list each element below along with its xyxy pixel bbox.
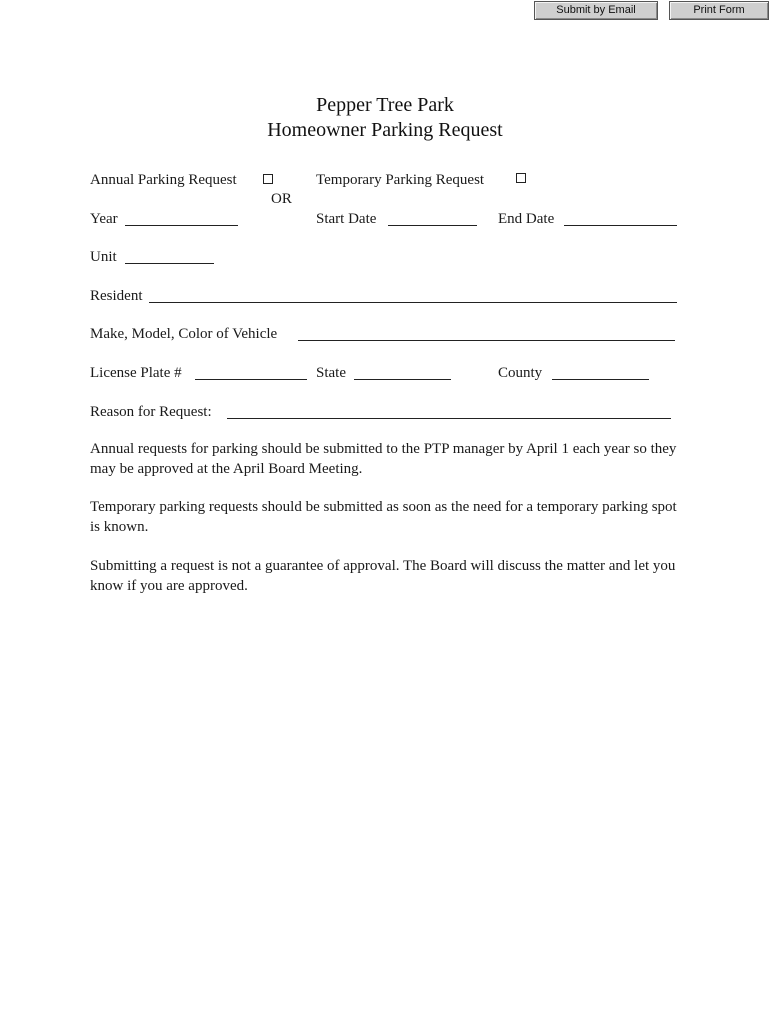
vehicle-label: Make, Model, Color of Vehicle: [90, 326, 278, 342]
year-field[interactable]: [125, 225, 238, 226]
annual-requests-note: Annual requests for parking should be submitted to the PTP manager by April 1 each year so they may be approved at the April Board Meeting.: [90, 441, 677, 477]
unit-field[interactable]: [125, 263, 214, 264]
temporary-request-checkbox[interactable]: [516, 173, 526, 183]
or-label: OR: [271, 191, 292, 207]
start-date-label: Start Date: [316, 211, 377, 227]
temporary-requests-note: Temporary parking requests should be submitted as soon as the need for a temporary parking spot is known.: [90, 499, 677, 535]
approval-note: Submitting a request is not a guarantee of approval. The Board will discuss the matter and let you know if you are approved.: [90, 558, 676, 594]
annual-request-label: Annual Parking Request: [90, 172, 237, 188]
start-date-field[interactable]: [388, 225, 477, 226]
form-subtitle: Homeowner Parking Request: [267, 119, 503, 141]
end-date-field[interactable]: [564, 225, 677, 226]
year-label: Year: [90, 211, 118, 227]
resident-field[interactable]: [149, 302, 677, 303]
end-date-label: End Date: [498, 211, 555, 227]
county-field[interactable]: [552, 379, 649, 380]
unit-label: Unit: [90, 249, 117, 265]
temporary-request-label: Temporary Parking Request: [316, 172, 485, 188]
submit-by-email-button[interactable]: Submit by Email: [534, 1, 658, 20]
annual-request-checkbox[interactable]: [263, 174, 273, 184]
reason-label: Reason for Request:: [90, 404, 212, 420]
form-title: Pepper Tree Park: [316, 94, 454, 116]
resident-label: Resident: [90, 288, 143, 304]
license-plate-label: License Plate #: [90, 365, 182, 381]
state-label: State: [316, 365, 346, 381]
vehicle-field[interactable]: [298, 340, 675, 341]
state-field[interactable]: [354, 379, 451, 380]
county-label: County: [498, 365, 543, 381]
print-form-button[interactable]: Print Form: [669, 1, 769, 20]
license-plate-field[interactable]: [195, 379, 307, 380]
reason-field[interactable]: [227, 418, 671, 419]
